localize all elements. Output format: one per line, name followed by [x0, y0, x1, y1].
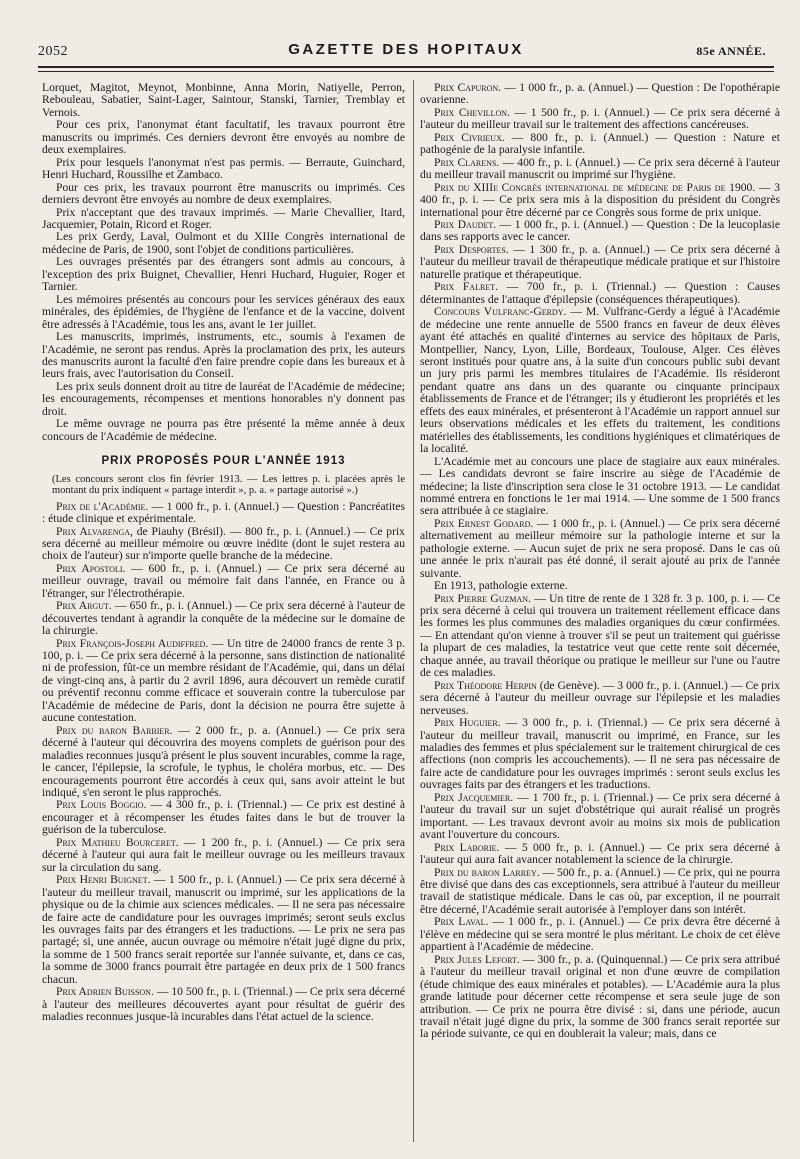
prize-name: Prix Jules Lefort. [434, 952, 520, 966]
paragraph: Prix pour lesquels l'anonymat n'est pas permis. — Berraute, Guinchard, Henri Huchard, Roussilhe et Zambaco. [42, 155, 405, 182]
prize-name: Prix Alvarenga, [56, 524, 133, 538]
prize-name: Prix Adrien Buisson. [56, 985, 154, 999]
paragraph: Pour ces prix, l'anonymat étant facultatif, les travaux pourront être manuscrits ou imprimés. Ces derniers devront être envoyés au nombre de deux exemplaires. [42, 118, 405, 157]
prize-description: — 1 000 fr., p. i. (Annuel.) — Ce prix sera décerné alternativement au meilleur mémoire sur la pathologie interne et sur la pathologie externe. — Aucun sujet de prix ne sera proposé. Dans le cas où une année le prix n'aurait pas été donné, il serait ajouté au prix de l'année suivante. [420, 516, 780, 580]
prize-entry [42, 837, 405, 874]
prize-name: Prix Ernest Godard. [434, 516, 534, 530]
prize-description: — 1 300 fr., p. a. (Annuel.) — Ce prix sera décerné à l'auteur du meilleur travail de thérapeutique médicale pratique et sur l'histoire naturelle pratique et thérapeutique. [420, 242, 780, 281]
prize-description: — Un titre de 24000 francs de rente 3 p. 100, p. i. — Ce prix sera décerné à la personne, sans distinction de nationalité ni de profession, fût-ce un membre résidant de l'Académie, qui, dans un délai de vingt-cinq ans, à partir du 2 avril 1896, aura découvert un remède curatif ou préventif reconnu comme efficace et souverain contre la tuberculose par l'Académie de médecine de Paris, dont la décision ne pourra être sujette à aucune contestation. [42, 636, 405, 725]
paragraph: Prix n'acceptant que des travaux imprimés. — Marie Chevallier, Itard, Jacquemier, Potain, Ricord et Roger. [42, 205, 405, 231]
prize-description: — 500 fr., p. a. (Annuel.) — Ce prix, qui ne pourra être divisé que dans des cas exceptionnels, sera attribué à l'auteur du meilleur travail de statistique médicale. Dans le cas où, par exception, il ne pourrait être décerné, l'Académie serait autorisée à l'employer dans son intérêt. [420, 865, 780, 916]
prize-name: Prix du XIIIe Congrès international de médecine de Paris de 1900. [434, 180, 756, 194]
section-title: PRIX PROPOSÉS POUR L'ANNÉE 1913 [101, 455, 346, 468]
left-intro-paragraphs [42, 82, 405, 443]
prize-entry [420, 518, 780, 580]
prize-description: — 3 000 fr., p. i. (Triennal.) — Ce prix sera décerné à l'auteur du meilleur travail, manuscrit ou imprimé, en France, sur les maladies des femmes et plus spécialement sur le traitement chirurgical de ces affections (non compris les accouchements). — Il ne sera pas nécessaire de faire acte de candidature pour les ouvrages imprimés : seront seuls exclus les ouvrages faits par des étrangers et les traductions. [420, 716, 780, 792]
prize-entry [420, 680, 780, 717]
paragraph: Les mémoires présentés au concours pour les services généraux des eaux minérales, des épidémies, de l'hygiène de l'enfance et de la vaccine, doivent être adressés à l'Académie, tous les ans, avant le 1er juillet. [42, 292, 405, 331]
prize-entry [42, 638, 405, 725]
prize-description: — 1 500 fr., p. i. (Annuel.) — Ce prix sera décerné à l'auteur du meilleur travail, manuscrit ou imprimé, sur les applications de la physique ou de la chimie aux sciences médicales. — Il ne sera pas nécessaire de faire acte de candidature pour les ouvrages imprimés; seront seuls exclus les ouvrages faits par des étrangers et les traductions. — Le prix ne sera pas partagé; si, une année, aucun ouvrage ou mémoire n'était jugé digne du prix, la somme de 1 500 francs serait reportée sur l'année suivante, et, dans ce cas, la somme de 3000 francs pourrait être partagée en deux prix de 1 500 francs chacun. [42, 873, 405, 986]
prize-name: Prix Desportes. [434, 242, 509, 256]
left-column [42, 82, 405, 1148]
prize-description: — 1 000 fr., p. i. (Annuel.) — Question : Pancréatites : étude clinique et expérimentale. [42, 499, 405, 526]
prize-entry [420, 717, 780, 792]
prize-entry [42, 526, 405, 563]
header-rule-thin [38, 71, 774, 72]
prize-name: Prix Clarens. [434, 155, 500, 169]
prize-name: Prix du baron Larrey. [434, 865, 540, 879]
prize-name: Prix Huguier. [434, 716, 501, 730]
paragraph: Les prix Gerdy, Laval, Oulmont et du XIIIe Congrès international de médecine de Paris, de 1900, sont l'objet de conditions particulières. [42, 230, 405, 256]
prize-description: — 800 fr., p. i. (Annuel.) — Question : Nature et pathogénie de la paralysie infantile. [420, 130, 780, 157]
prize-description: — 700 fr., p. i. (Triennal.) — Question : Causes déterminantes de l'attaque d'épilepsie (conséquences thérapeutiques). [420, 280, 780, 306]
prize-entry [420, 244, 780, 281]
paragraph: Le même ouvrage ne pourra pas être présenté la même année à deux concours de l'Académie de médecine. [42, 417, 405, 443]
prize-name: Prix Louis Boggio. [56, 798, 147, 812]
prize-description: — 1 700 fr., p. i. (Triennal.) — Ce prix sera décerné à l'auteur du travail sur un sujet d'obstétrique qui aurait réalisé un progrès important. — Les travaux devront avoir au moins six mois de publication avant l'ouverture du concours. [420, 790, 780, 842]
prize-entry [42, 874, 405, 986]
prize-description: — 400 fr., p. i. (Annuel.) — Ce prix sera décerné à l'auteur du meilleur travail manuscrit ou imprimé sur l'hygiène. [420, 155, 780, 182]
prize-entry [420, 281, 780, 306]
paragraph: Pour ces prix, les travaux pourront être manuscrits ou imprimés. Ces derniers devront être envoyés au nombre de deux exemplaires. [42, 180, 405, 207]
prize-entry [420, 182, 780, 219]
paragraph: Les ouvrages présentés par des étrangers sont admis au concours, à l'exception des prix Buignet, Chevallier, Henri Huchard, Huguier, Roger et Tarnier. [42, 255, 405, 294]
section-note [42, 474, 405, 497]
prize-entry [420, 867, 780, 917]
prize-entry [420, 842, 780, 867]
volume-year: 85e ANNÉE. [696, 44, 766, 58]
prize-description: — 10 500 fr., p. i. (Triennal.) — Ce prix sera décerné à l'auteur des meilleures découvertes ayant pour résultat de guérir des maladies reconnues jusque-là incurables dans l'état actuel de la science. [42, 985, 405, 1024]
section-note-text: (Les concours seront clos fin février 1913. — Les lettres p. i. placées après le montant du prix indiquent « partage interdit », p. a. « partage autorisé ».) [52, 473, 405, 497]
prize-description: — 1 200 fr., p. i. (Annuel.) — Ce prix sera décerné à l'auteur qui aura fait le meilleur ouvrage ou les meilleurs travaux sur la circulation du sang. [42, 835, 405, 874]
prize-entry [420, 132, 780, 157]
prize-name: Prix Pierre Guzman. [434, 591, 531, 605]
page-number: 2052 [38, 44, 68, 59]
paragraph: Lorquet, Magitot, Meynot, Monbinne, Anna Morin, Natiyelle, Perron, Rebouleau, Sabatier, Saint-Lager, Saintour, Stanski, Tarnier, Tremblay et Vernois. [42, 82, 405, 119]
prize-name: Prix Laval. [434, 915, 489, 929]
prize-description: (de Genève). — 3 000 fr., p. i. (Annuel.) — Ce prix sera décerné à l'auteur du meilleur ouvrage sur l'épilepsie et les maladies nerveuses. [420, 678, 780, 717]
prize-name: Prix Daudet. [434, 217, 497, 231]
prize-entry [420, 219, 780, 244]
prize-description: L'Académie met au concours une place de stagiaire aux eaux minérales. — Les candidats devront se faire inscrire au siège de l'Académie de médecine; la liste d'inscription sera close le 31 octobre 1913. — Le candidat nommé entrera en fonctions le 1er mai 1914. — Une somme de 1 500 francs sera attribuée à ce stagiaire. [420, 454, 780, 518]
prize-description: de Piauhy (Brésil). — 800 fr., p. i. (Annuel.) — Ce prix sera décerné au meilleur mémoire ou œuvre inédite (dont le sujet restera au choix de l'auteur) sur n'importe quelle branche de la médecine. [42, 524, 405, 563]
prize-name: Prix Argut. [56, 599, 112, 613]
prize-description: — 300 fr., p. a. (Quinquennal.) — Ce prix sera attribué à l'auteur du meilleur travail original et non d'une œuvre de compilation (étude chimique des eaux minérales et potables). — L'Académie aura la plus grande latitude pour décerner cette récompense et sera seule juge de son attribution. — Ce prix ne pourra être divisé : si, dans une période, aucun travail n'était jugé digne du prix, la somme de 300 francs serait reportée sur la période suivante, ce qui en doublerait la valeur; mais, dans ce [420, 952, 780, 1041]
prize-name: Prix Falret. [434, 280, 498, 294]
prize-description: — 1 000 fr., p. i. (Annuel.) — Ce prix devra être décerné à l'élève en médecine qui se sera montré le plus méritant. Le choix de cet élève appartient à l'Académie de médecine. [420, 915, 780, 954]
prize-description: — 5 000 fr., p. i. (Annuel.) — Ce prix sera décerné à l'auteur qui aura fait avancer notablement la science de la chirurgie. [420, 840, 780, 867]
prize-entry [420, 792, 780, 842]
prize-name: Concours Vulfranc-Gerdy. [434, 305, 567, 319]
prize-name: Prix Laborie. [434, 840, 500, 854]
prize-description: En 1913, pathologie externe. [434, 579, 568, 593]
prize-entry [420, 107, 780, 132]
prize-description: — 1 000 fr., p. a. (Annuel.) — Question : De l'opothérapie ovarienne. [420, 82, 780, 107]
prize-entry [420, 593, 780, 680]
prize-name: Prix François-Joseph Audiffred. [56, 636, 209, 650]
prize-name: Prix Apostoli. [56, 561, 126, 575]
prize-description: — 1 500 fr., p. i. (Annuel.) — Ce prix sera décerné à l'auteur du meilleur travail sur le traitement des affections cancéreuses. [420, 105, 780, 132]
column-divider [413, 80, 414, 1142]
prize-description: — 1 000 fr., p. i. (Annuel.) — Question : De la leucoplasie dans ses rapports avec le cancer. [420, 217, 780, 244]
prize-name: Prix Mathieu Bourceret. [56, 835, 179, 849]
prize-entry [420, 954, 780, 1041]
page-header [38, 36, 774, 66]
prize-entry [42, 563, 405, 600]
prize-entry [420, 157, 780, 182]
paragraph: Les prix seuls donnent droit au titre de lauréat de l'Académie de médecine; les encouragements, récompenses et mentions honorables n'y donnent pas droit. [42, 379, 405, 418]
prize-entry [42, 501, 405, 526]
header-rule-thick [38, 66, 774, 68]
prize-name: Prix Théodore Herpin [434, 678, 537, 692]
prize-entry [420, 82, 780, 107]
prize-description: — Un titre de rente de 1 328 fr. 3 p. 100, p. i. — Ce prix sera décerné à celui qui trouvera un traitement réellement efficace dans les formes les plus communes des maladies organiques du cœur confirmées. — En attendant qu'on vienne à trouver s'il se peut un traitement qui guérisse la plupart de ces maladies, la testatrice veut que cette rente soit décernée, chaque année, au travail théorique ou pratique le meilleur sur l'une ou l'autre de ces maladies. [420, 591, 780, 680]
journal-title: GAZETTE DES HOPITAUX [288, 41, 524, 58]
prize-entry [420, 456, 780, 518]
prize-description: — 4 300 fr., p. i. (Triennal.) — Ce prix est destiné à encourager et à récompenser les études faites dans le but de trouver la guérison de la tuberculose. [42, 798, 405, 837]
prize-name: Prix Civrieux. [434, 130, 505, 144]
prize-entry [42, 799, 405, 836]
prize-description: — M. Vulfranc-Gerdy a légué à l'Académie de médecine une rente annuelle de 5500 francs en faveur de deux élèves ayant été attachés en qualité d'internes au service des hôpitaux de Paris, Montpellier, Nancy, Lyon, Lille, Bordeaux, Toulouse, Alger. Ces élèves seront institués pour quatre ans, à la suite d'un concours public subi devant un jury pris parmi les membres titulaires de l'Académie. Ils résideront pendant quatre ans dans un des quarante ou cinquante principaux établissements de France et de l'étranger; ils y étudieront les propriétés et les effets des eaux minérales, et présenteront à l'Académie un rapport annuel sur leurs observations médicales et les effets du traitement, les conditions matérielles des établissements, les conditions hygiéniques et climatériques de la localité. [420, 305, 780, 456]
prize-entry [42, 986, 405, 1023]
left-prize-list [42, 501, 405, 1024]
prize-entry [420, 306, 780, 455]
prize-entry [42, 600, 405, 637]
prize-description: — 650 fr., p. i. (Annuel.) — Ce prix sera décerné à l'auteur de découvertes tendant à agrandir la conquête de la médecine sur le domaine de la chirurgie. [42, 599, 405, 638]
right-column [420, 82, 780, 1148]
prize-description: — 2 000 fr., p. a. (Annuel.) — Ce prix sera décerné à l'auteur qui découvrira des moyens complets de guérison pour des maladies reconnues jusqu'à présent le plus souvent incurables, comme la rage, le cancer, l'épilepsie, la scrofule, le typhus, le choléra morbus, etc. — Des encouragements pourront être accordés à ceux qui, sans avoir atteint le but indiqué, s'en seront le plus rapprochés. [42, 723, 405, 800]
prize-entry [42, 725, 405, 800]
prize-description: — 600 fr., p. i. (Annuel.) — Ce prix sera décerné au meilleur ouvrage, travail ou mémoire fait dans l'année, en France ou à l'étranger, sur l'électrothérapie. [42, 561, 405, 600]
prize-name: Prix de l'Académie. [56, 499, 149, 513]
prize-name: Prix Jacquemier. [434, 790, 514, 804]
prize-entry [420, 916, 780, 953]
prize-name: Prix du baron Barbier. [56, 723, 173, 737]
prize-name: Prix Henri Buignet. [56, 873, 151, 887]
paragraph: Les manuscrits, imprimés, instruments, etc., soumis à l'examen de l'Académie, ne seront pas rendus. Après la proclamation des prix, les auteurs des manuscrits auront la faculté d'en faire prendre copie dans les bureaux et à leurs frais, avec l'autorisation du Conseil. [42, 330, 405, 381]
right-prize-list [420, 82, 780, 1041]
prize-description: — 3 400 fr., p. i. — Ce prix sera mis à la disposition du président du Congrès international pour être décerné par ce Congrès sous forme de prix unique. [420, 180, 780, 219]
prize-name: Prix Capuron. [434, 82, 502, 94]
prize-name: Prix Chevillon. [434, 105, 510, 119]
